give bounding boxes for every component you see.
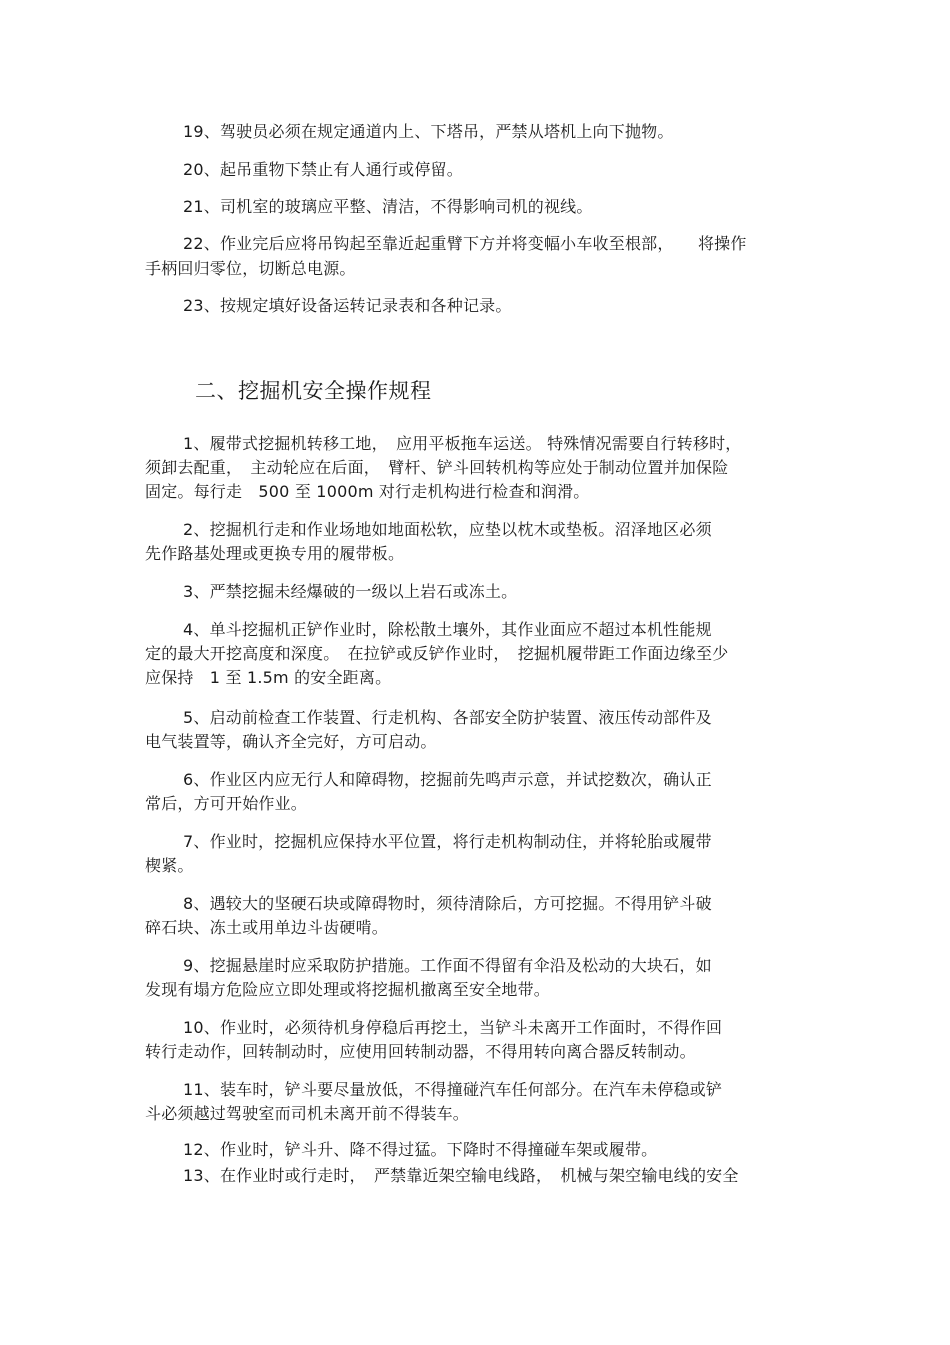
item-2-line-1: 2、挖掘机行走和作业场地如地面松软，应垫以枕木或垫板。沼泽地区必须 (183, 520, 712, 539)
item-22-line-2: 手柄回归零位，切断总电源。 (145, 259, 356, 278)
item-13-line-1: 13、在作业时或行走时， 严禁靠近架空输电线路， 机械与架空输电线的安全 (183, 1166, 739, 1185)
item-21-line-1: 21、司机室的玻璃应平整、清洁，不得影响司机的视线。 (183, 197, 593, 216)
item-11-line-1: 11、装车时，铲斗要尽量放低，不得撞碰汽车任何部分。在汽车未停稳或铲 (183, 1080, 723, 1099)
item-2-line-2: 先作路基处理或更换专用的履带板。 (145, 544, 405, 563)
item-9-line-2: 发现有塌方危险应立即处理或将挖掘机撤离至安全地带。 (145, 980, 551, 999)
item-8-line-1: 8、遇较大的坚硬石块或障碍物时，须待清除后，方可挖掘。不得用铲斗破 (183, 894, 712, 913)
item-12-line-1: 12、作业时，铲斗升、降不得过猛。下降时不得撞碰车架或履带。 (183, 1140, 658, 1159)
item-7-line-1: 7、作业时，挖掘机应保持水平位置，将行走机构制动住，并将轮胎或履带 (183, 832, 712, 851)
item-5-line-2: 电气装置等，确认齐全完好，方可启动。 (145, 732, 437, 751)
item-20-line-1: 20、起吊重物下禁止有人通行或停留。 (183, 160, 463, 179)
item-4-line-2: 定的最大开挖高度和深度。 在拉铲或反铲作业时， 挖掘机履带距工作面边缘至少 (145, 644, 729, 663)
item-5-line-1: 5、启动前检查工作装置、行走机构、各部安全防护装置、液压传动部件及 (183, 708, 712, 727)
item-9-line-1: 9、挖掘悬崖时应采取防护措施。工作面不得留有伞沿及松动的大块石，如 (183, 956, 712, 975)
item-1-line-3: 固定。每行走 500 至 1000m 对行走机构进行检查和润滑。 (145, 482, 590, 501)
item-7-line-2: 楔紧。 (145, 856, 194, 875)
item-22-line-1: 22、作业完后应将吊钩起至靠近起重臂下方并将变幅小车收至根部， 将操作 (183, 234, 747, 253)
item-10-line-2: 转行走动作，回转制动时，应使用回转制动器，不得用转向离合器反转制动。 (145, 1042, 696, 1061)
item-6-line-1: 6、作业区内应无行人和障碍物，挖掘前先鸣声示意，并试挖数次，确认正 (183, 770, 712, 789)
item-11-line-2: 斗必须越过驾驶室而司机未离开前不得装车。 (145, 1104, 470, 1123)
item-4-line-3: 应保持 1 至 1.5m 的安全距离。 (145, 668, 392, 687)
item-10-line-1: 10、作业时，必须待机身停稳后再挖土，当铲斗未离开工作面时，不得作回 (183, 1018, 723, 1037)
section-title: 二、挖掘机安全操作规程 (195, 379, 432, 403)
item-19-line-1: 19、驾驶员必须在规定通道内上、下塔吊，严禁从塔机上向下抛物。 (183, 122, 674, 141)
item-3-line-1: 3、严禁挖掘未经爆破的一级以上岩石或冻土。 (183, 582, 518, 601)
item-6-line-2: 常后，方可开始作业。 (145, 794, 308, 813)
item-1-line-1: 1、履带式挖掘机转移工地， 应用平板拖车运送。 特殊情况需要自行转移时， (183, 434, 742, 453)
item-8-line-2: 碎石块、冻土或用单边斗齿硬啃。 (145, 918, 389, 937)
item-23-line-1: 23、按规定填好设备运转记录表和各种记录。 (183, 296, 512, 315)
item-1-line-2: 须卸去配重， 主动轮应在后面， 臂杆、铲斗回转机构等应处于制动位置并加保险 (145, 458, 729, 477)
item-4-line-1: 4、单斗挖掘机正铲作业时，除松散土壤外，其作业面应不超过本机性能规 (183, 620, 712, 639)
